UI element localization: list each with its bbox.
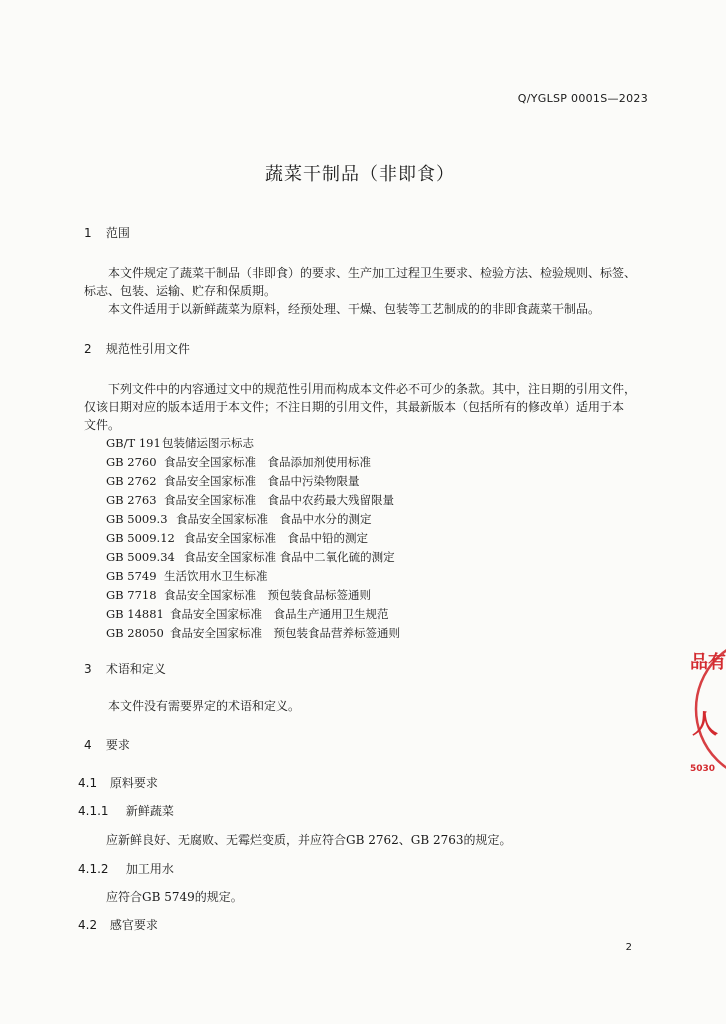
section-1-heading xyxy=(84,224,130,241)
subsection-title: 加工用水 xyxy=(125,862,174,876)
section-3-heading xyxy=(84,660,166,677)
section-title: 术语和定义 xyxy=(105,662,166,676)
reference-item: GB 5009.12 食品安全国家标准 食品中铅的测定 xyxy=(106,531,368,545)
seal-text-mid: 人 xyxy=(692,710,719,740)
official-seal-stamp xyxy=(688,634,726,784)
subsection-title: 原料要求 xyxy=(109,776,158,790)
paragraph-line: 应新鲜良好、无腐败、无霉烂变质，并应符合GB 2762、GB 2763的规定。 xyxy=(106,833,512,847)
reference-item: GB 5009.34 食品安全国家标准 食品中二氧化硫的测定 xyxy=(106,550,395,564)
subsection-heading xyxy=(78,860,174,877)
subsection-title: 新鲜蔬菜 xyxy=(125,804,174,818)
subsection-title: 感官要求 xyxy=(109,918,158,932)
paragraph-line: 本文件没有需要界定的术语和定义。 xyxy=(108,699,301,713)
section-4-heading xyxy=(84,736,130,753)
reference-item: GB 2760 食品安全国家标准 食品添加剂使用标准 xyxy=(106,455,371,469)
section-2-heading xyxy=(84,340,190,357)
reference-item: GB 2762 食品安全国家标准 食品中污染物限量 xyxy=(106,474,360,488)
subsection-number: 4.1.2 xyxy=(78,862,109,876)
subsection-heading xyxy=(78,802,174,819)
page-number: 2 xyxy=(625,942,632,953)
paragraph-line: 仅该日期对应的版本适用于本文件；不注日期的引用文件，其最新版本（包括所有的修改单）适用于本 xyxy=(84,400,625,414)
section-number: 1 xyxy=(84,226,92,240)
reference-item: GB/T 191包装储运图示标志 xyxy=(106,436,254,450)
paragraph-line: 标志、包装、运输、贮存和保质期。 xyxy=(84,284,277,298)
subsection-number: 4.1 xyxy=(78,776,98,790)
paragraph-line: 下列文件中的内容通过文中的规范性引用而构成本文件必不可少的条款。其中，注日期的引用文件， xyxy=(108,382,637,396)
reference-item: GB 7718 食品安全国家标准 预包装食品标签通则 xyxy=(106,588,371,602)
reference-item: GB 5749 生活饮用水卫生标准 xyxy=(106,569,268,583)
subsection-number: 4.1.1 xyxy=(78,804,109,818)
reference-item: GB 28050 食品安全国家标准 预包装食品营养标签通则 xyxy=(106,626,400,640)
section-title: 要求 xyxy=(105,738,130,752)
subsection-number: 4.2 xyxy=(78,918,98,932)
section-title: 规范性引用文件 xyxy=(105,342,190,356)
section-number: 4 xyxy=(84,738,92,752)
seal-text-bottom: 5030 xyxy=(690,764,716,774)
paragraph-line: 应符合GB 5749的规定。 xyxy=(106,890,243,904)
subsection-heading xyxy=(78,916,158,933)
paragraph-line: 本文件规定了蔬菜干制品（非即食）的要求、生产加工过程卫生要求、检验方法、检验规则、标签、 xyxy=(108,266,637,280)
document-title: 蔬菜干制品（非即食） xyxy=(265,164,455,185)
section-title: 范围 xyxy=(105,226,130,240)
section-number: 3 xyxy=(84,662,92,676)
reference-item: GB 5009.3 食品安全国家标准 食品中水分的测定 xyxy=(106,512,372,526)
reference-item: GB 14881 食品安全国家标准 食品生产通用卫生规范 xyxy=(106,607,389,621)
document-code: Q/YGLSP 0001S—2023 xyxy=(517,92,648,105)
paragraph-line: 文件。 xyxy=(84,418,121,432)
reference-item: GB 2763 食品安全国家标准 食品中农药最大残留限量 xyxy=(106,493,394,507)
section-number: 2 xyxy=(84,342,92,356)
paragraph-line: 本文件适用于以新鲜蔬菜为原料，经预处理、干燥、包装等工艺制成的的非即食蔬菜干制品。 xyxy=(108,302,601,316)
subsection-heading xyxy=(78,774,158,791)
seal-text-top: 品有 xyxy=(690,652,726,673)
